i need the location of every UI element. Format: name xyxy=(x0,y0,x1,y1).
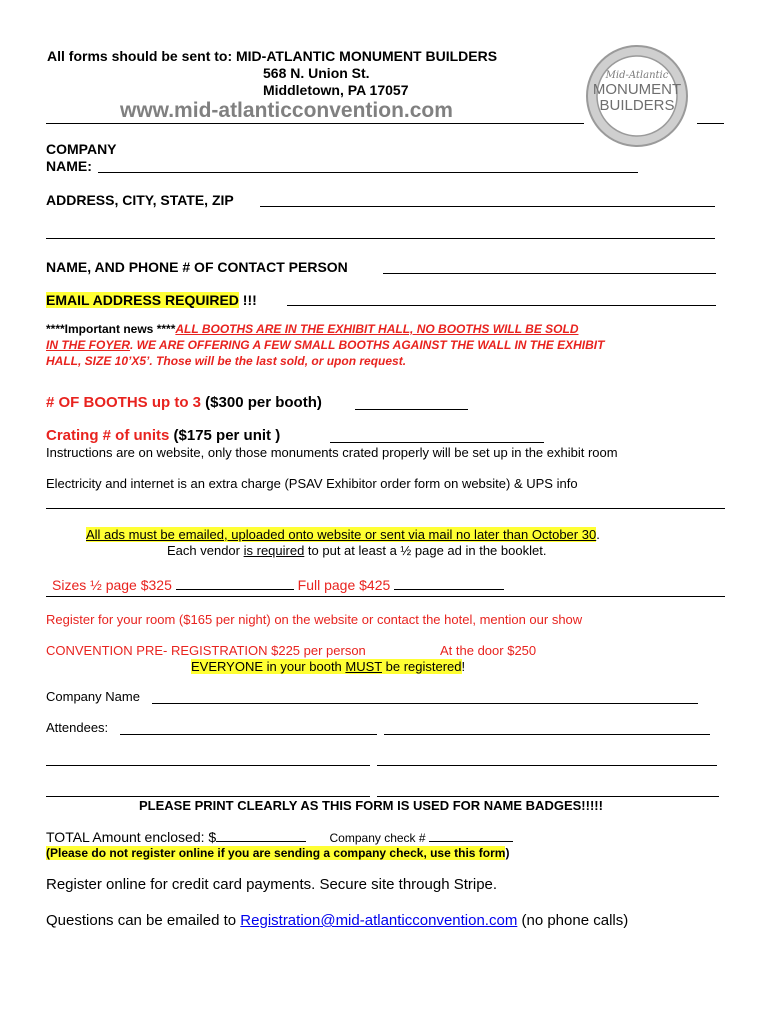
ads-deadline-line xyxy=(86,527,600,542)
ads-deadline: All ads must be emailed, uploaded onto website or sent via mail no later than October 30 xyxy=(86,527,597,542)
divider-1 xyxy=(46,508,725,509)
address-field[interactable] xyxy=(260,206,715,207)
sizes-full: Full page $425 xyxy=(293,577,395,593)
divider-2 xyxy=(46,596,725,597)
company-name-field[interactable] xyxy=(98,172,638,173)
sizes-half-field[interactable] xyxy=(176,588,294,590)
payment-note-line xyxy=(46,846,509,860)
attendee-field-4[interactable] xyxy=(377,765,717,766)
header-rule-right xyxy=(697,123,724,124)
attendee-field-5[interactable] xyxy=(46,796,370,797)
city-address: Middletown, PA 17057 xyxy=(263,82,409,98)
questions-post: (no phone calls) xyxy=(517,912,629,929)
booths-line xyxy=(46,394,322,411)
crating-field[interactable] xyxy=(330,442,544,443)
crating-label: Crating # of units xyxy=(46,427,170,444)
sizes-line xyxy=(52,577,504,593)
header-rule xyxy=(46,123,584,124)
ads-deadline-end: . xyxy=(596,527,600,542)
logo-line-2: BUILDERS xyxy=(599,97,675,114)
company-name-input[interactable] xyxy=(152,703,698,704)
contact-label: NAME, AND PHONE # OF CONTACT PERSON xyxy=(46,259,348,275)
room-text: Register for your room ($165 per night) on the website or contact the hotel, mention our show xyxy=(46,612,583,627)
ads-vendor-line xyxy=(167,543,546,558)
logo-line-1: MONUMENT xyxy=(592,81,682,98)
ads-vendor-pre: Each vendor xyxy=(167,543,244,558)
address-label: ADDRESS, CITY, STATE, ZIP xyxy=(46,192,234,208)
contact-field[interactable] xyxy=(383,273,716,274)
attendee-field-1[interactable] xyxy=(120,734,377,735)
total-line xyxy=(46,829,513,845)
email-field[interactable] xyxy=(287,305,716,306)
payment-note-end: ) xyxy=(505,846,510,860)
send-to-line: All forms should be sent to: MID-ATLANTIC MONUMENT BUILDERS xyxy=(47,48,498,64)
ads-vendor-post: to put at least a ½ page ad in the booklet. xyxy=(304,543,547,558)
address-field-2[interactable] xyxy=(46,238,715,239)
online-payment: Register online for credit card payments. Secure site through Stripe. xyxy=(46,876,498,893)
everyone-must: MUST xyxy=(345,659,383,674)
questions-line xyxy=(46,912,628,929)
sizes-full-field[interactable] xyxy=(394,588,504,590)
everyone-line xyxy=(191,659,465,674)
ads-vendor-required: is required xyxy=(243,543,305,558)
news-foyer: IN THE FOYER xyxy=(46,338,131,352)
payment-note: (Please do not register online if you are sending a company check, use this form xyxy=(46,846,506,860)
everyone-post: be registered xyxy=(382,659,462,674)
news-text-3: HALL, SIZE 10’X5’. Those will be the last sold, or upon request. xyxy=(46,354,407,368)
website-url[interactable]: www.mid-atlanticconvention.com xyxy=(120,99,453,122)
booths-field[interactable] xyxy=(355,409,468,410)
email-suffix: !!! xyxy=(238,292,257,308)
street-address: 568 N. Union St. xyxy=(263,65,370,81)
print-notice: PLEASE PRINT CLEARLY AS THIS FORM IS USED FOR NAME BADGES!!!!! xyxy=(139,798,603,813)
questions-pre: Questions can be emailed to xyxy=(46,912,241,929)
news-line-1 xyxy=(46,322,579,336)
news-text-1: ALL BOOTHS ARE IN THE EXHIBIT HALL, NO BOOTHS WILL BE SOLD xyxy=(175,322,579,336)
electricity-text: Electricity and internet is an extra charge (PSAV Exhibitor order form on website) & UPS info xyxy=(46,476,578,491)
news-line-2 xyxy=(46,338,604,352)
crating-line xyxy=(46,427,280,444)
attendee-field-6[interactable] xyxy=(377,796,719,797)
attendees-label: Attendees: xyxy=(46,720,109,735)
attendee-field-3[interactable] xyxy=(46,765,370,766)
check-field[interactable] xyxy=(429,840,513,842)
convention-preregistration: CONVENTION PRE- REGISTRATION $225 per person xyxy=(46,643,366,658)
news-prefix: ****Important news **** xyxy=(46,322,176,336)
crating-price: ($175 per unit ) xyxy=(169,427,281,444)
company-label-2: NAME: xyxy=(46,158,92,174)
news-text-2: . WE ARE OFFERING A FEW SMALL BOOTHS AGAINST THE WALL IN THE EXHIBIT xyxy=(130,338,605,352)
attendee-field-2[interactable] xyxy=(384,734,710,735)
booths-label: # OF BOOTHS up to 3 xyxy=(46,394,202,411)
company-name-label: Company Name xyxy=(46,689,140,704)
booths-price: ($300 per booth) xyxy=(201,394,322,411)
monument-builders-logo xyxy=(585,44,689,148)
crating-instructions: Instructions are on website, only those monuments crated properly will be set up in the exhibit room xyxy=(46,445,618,460)
everyone-pre: EVERYONE in your booth xyxy=(191,659,346,674)
check-label: Company check # xyxy=(329,831,429,845)
registration-email-link[interactable]: Registration@mid-atlanticconvention.com xyxy=(240,912,518,929)
sizes-half: Sizes ½ page $325 xyxy=(52,577,176,593)
company-label-1: COMPANY xyxy=(46,141,117,157)
total-field[interactable] xyxy=(216,840,306,842)
logo-script-text: Mid-Atlantic xyxy=(605,70,669,81)
everyone-end: ! xyxy=(461,659,466,674)
email-label: EMAIL ADDRESS REQUIRED xyxy=(46,292,239,308)
total-label: TOTAL Amount enclosed: $ xyxy=(46,829,217,845)
door-price: At the door $250 xyxy=(440,643,537,658)
